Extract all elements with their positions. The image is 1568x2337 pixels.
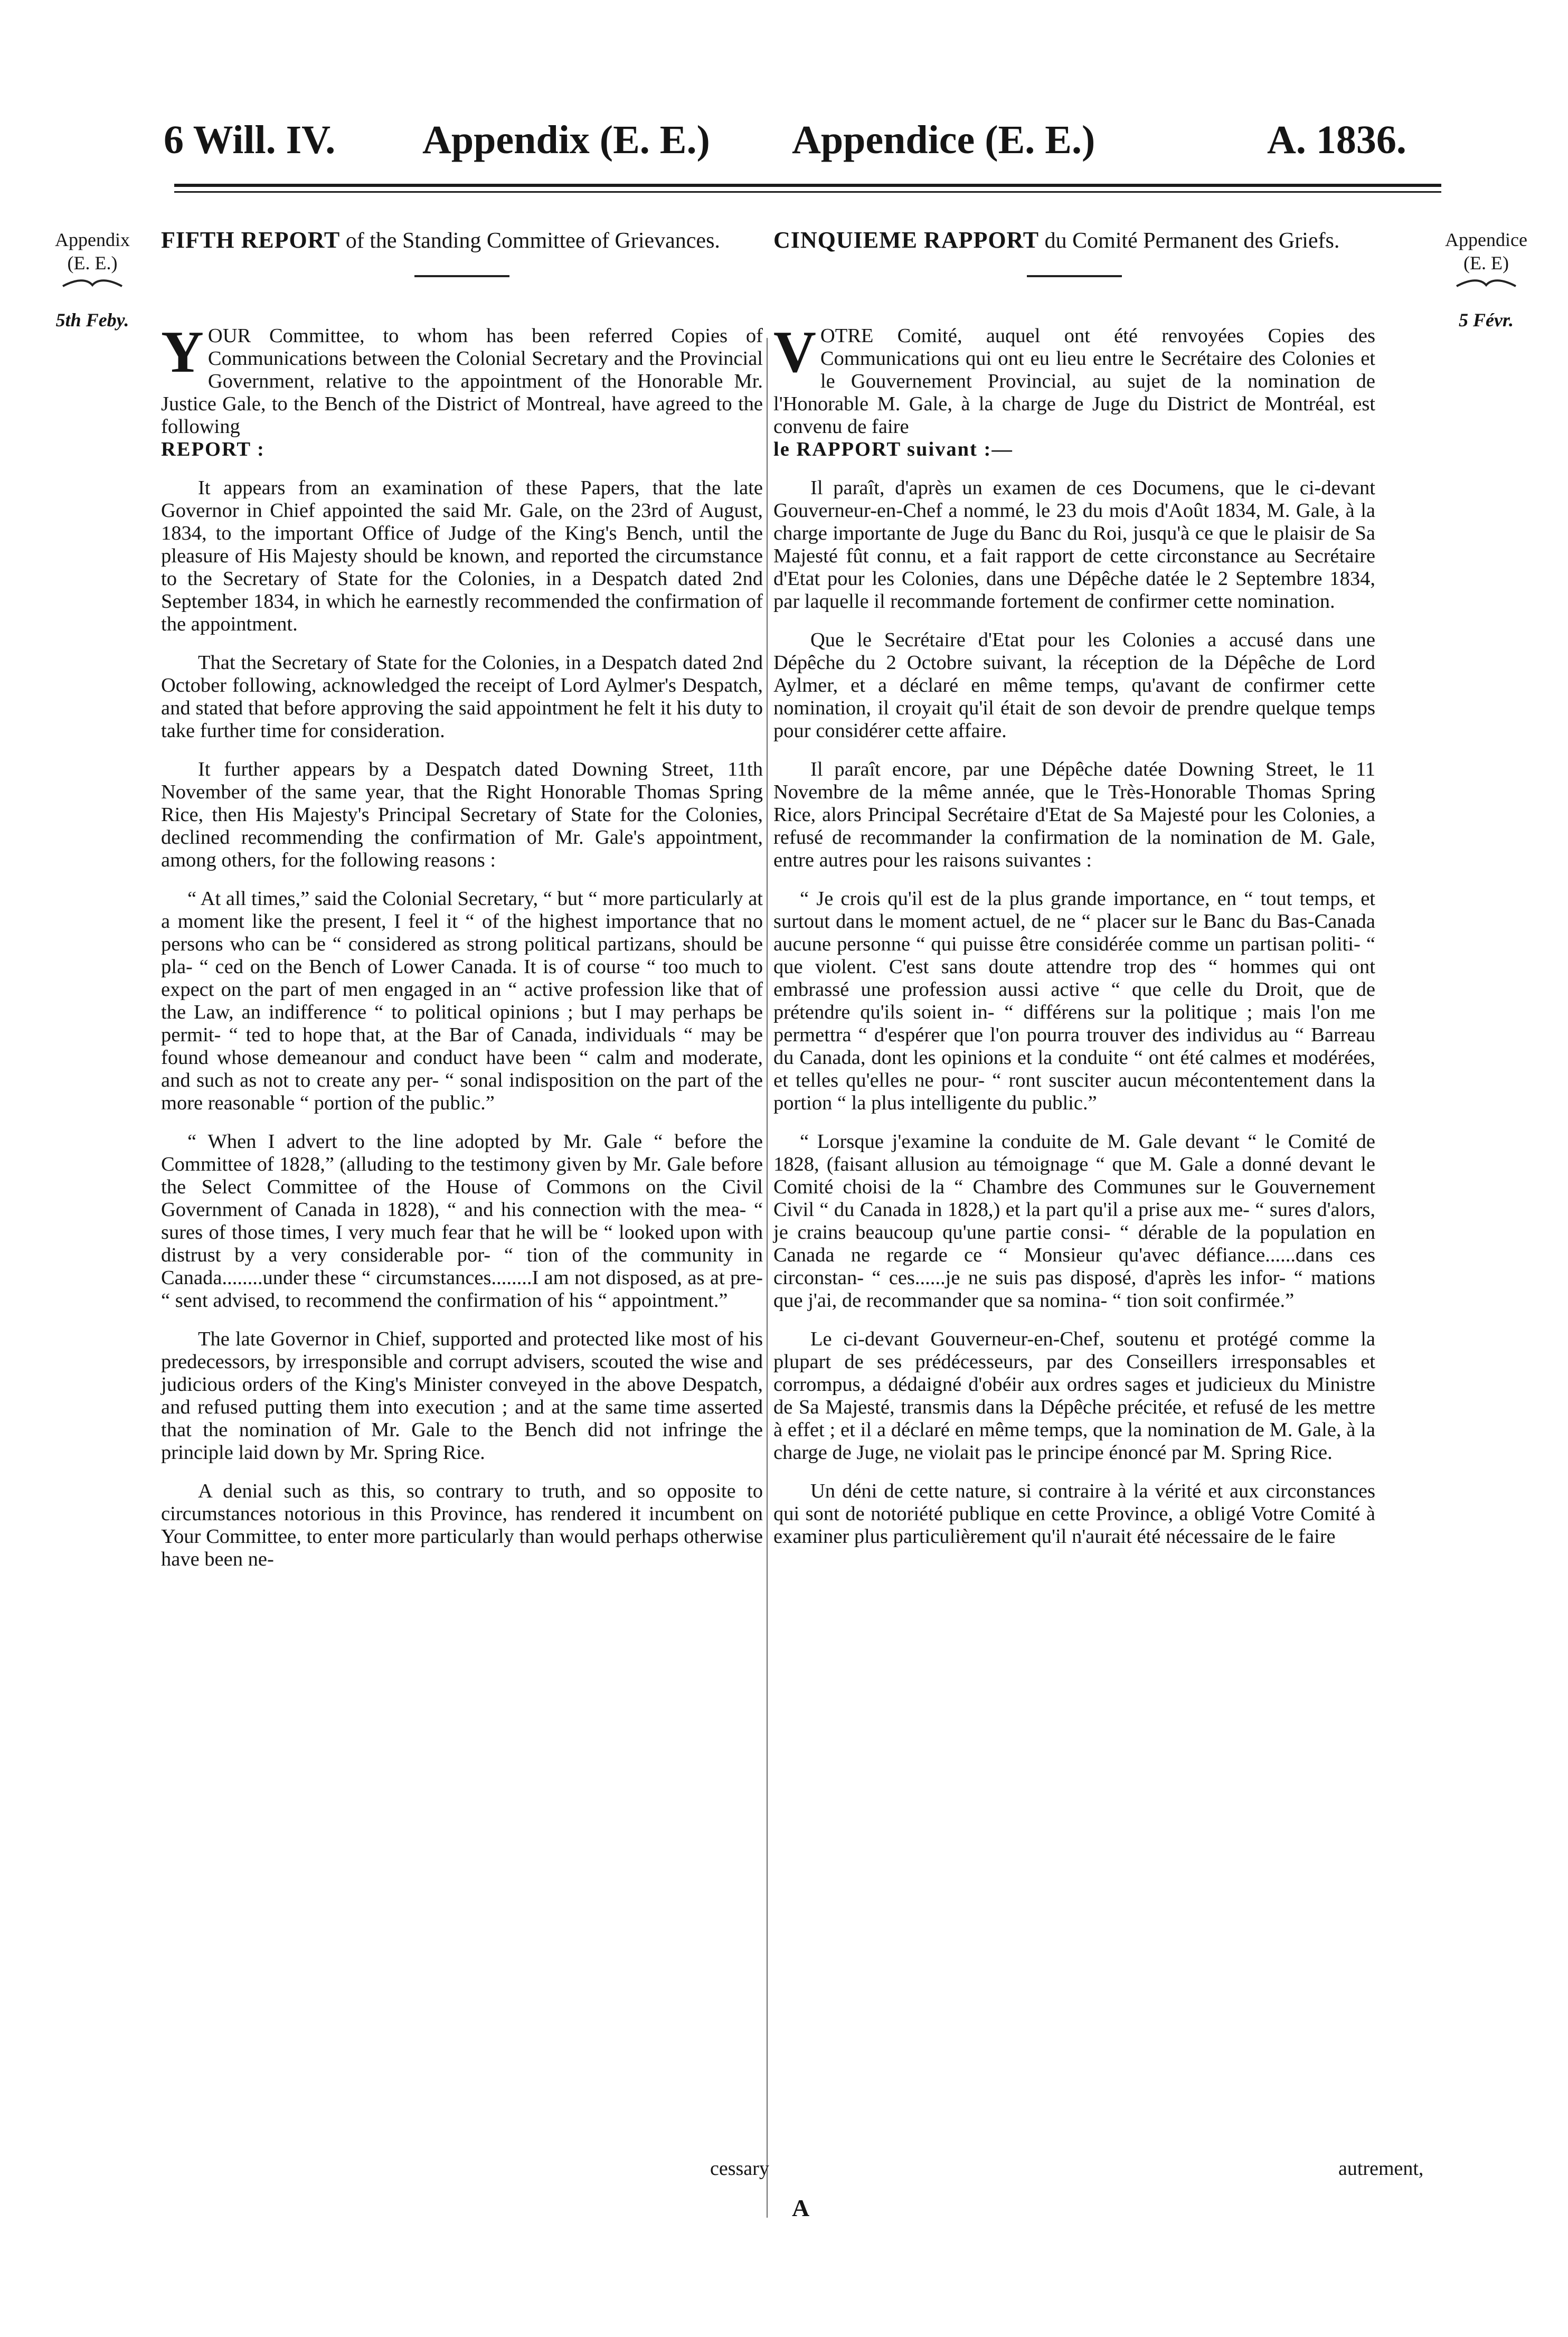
- french-column: [773, 227, 1375, 1548]
- french-catchword: autrement,: [1338, 2157, 1424, 2180]
- french-report-word: le RAPPORT suivant :—: [773, 438, 1013, 460]
- margin-right-appendice: Appendice: [1445, 229, 1527, 250]
- english-paragraph-intro: [161, 319, 763, 461]
- english-title-rule: [414, 275, 509, 277]
- french-paragraph-5: Le ci-devant Gouverneur-en-Chef, soutenu et protégé comme la plupart de ses prédécesseurs, par des Conseillers irresponsables et corrompus, a dédaigné d'obéir aux ordres sages et judicieux du Ministre de Sa Majesté, transmis dans la Dépêche précitée, et refusé de les mettre à effet ; et il a déclaré en même temps, que la nomination de M. Gale, à la charge de Juge, ne violait pas le principe énoncé par M. Spring Rice.: [773, 1328, 1375, 1464]
- signature-mark: A: [792, 2194, 810, 2221]
- header-thin-rule: [174, 191, 1441, 193]
- french-paragraph-3: Que le Secrétaire d'Etat pour les Colonies a accusé dans une Dépêche du 2 Octobre suivant, la réception de la Dépêche de Lord Aylmer, et a déclaré en même temps, qu'avant de confirmer cette nomination, il croyait qu'il était de son devoir de prendre quelque temps pour considérer cette affaire.: [773, 629, 1375, 742]
- english-title-rest: of the Standing Committee of Grievances.: [345, 229, 720, 253]
- french-paragraph-intro: [773, 319, 1375, 461]
- english-title-report: FIFTH REPORT: [161, 227, 341, 253]
- english-intro-text: OUR Committee, to whom has been referred Copies of Communications between the Colonial Secretary and the Provincial Government, relative to the appointment of the Honorable Mr. Justice Gale, to the Bench of the District of Montreal, have agreed to the following: [161, 325, 763, 438]
- french-title-rest: du Comité Permanent des Griefs.: [1044, 229, 1340, 253]
- column-divider: [767, 338, 768, 2218]
- english-report-word: REPORT :: [161, 438, 265, 460]
- margin-left-appendix: Appendix: [55, 229, 130, 250]
- french-quote-2: “ Lorsque j'examine la conduite de M. Gale devant “ le Comité de 1828, (faisant allusion au témoignage “ que M. Gale a donné devant le Comité choisi de la “ Chambre des Communes sur le Gouvernement Civil “ du Canada in 1828,) et la part qu'il a prise aux me- “ sures d'alors, je crains beaucoup qu'une partie consi- “ dérable de la population en Canada ne regarde ce “ Monsieur qu'avec défiance......dans ces circonstan- “ ces......je ne suis pas disposé, d'après les infor- “ mations que j'ai, de recommander que sa nomina- “ tion soit confirmée.”: [773, 1130, 1375, 1312]
- french-quote-1: “ Je crois qu'il est de la plus grande importance, en “ tout temps, et surtout dans le moment actuel, de ne “ placer sur le Banc du Bas-Canada aucune personne “ qui puisse être considérée comme un partisan politi- “ que violent. C'est sans doute attendre trop des “ hommes qui ont embrassé une profession aussi active “ que celle du Droit, que de prétendre qu'ils soient in- “ différens sur la politique ; mais l'on me permettra “ d'espérer que l'on pourra trouver des individus au “ Barreau du Canada, dont les opinions et la conduite “ ont été calmes et modérées, et telles qu'elles ne pour- “ ront susciter aucun mécontentement dans la portion “ la plus intelligente du public.”: [773, 888, 1375, 1114]
- english-paragraph-5: The late Governor in Chief, supported and protected like most of his predecessors, by irresponsible and corrupt advisers, scouted the wise and judicious orders of the King's Minister conveyed in the above Despatch, and refused putting them into execution ; and at the same time asserted that the nomination of Mr. Gale to the Bench did not infringe the principle laid down by Mr. Spring Rice.: [161, 1328, 763, 1464]
- english-report-title: [161, 227, 763, 254]
- english-body: [161, 319, 763, 1571]
- brace-ornament-icon: [1454, 278, 1518, 289]
- running-head-year: A. 1836.: [1267, 118, 1406, 162]
- margin-right-date: 5 Févr.: [1459, 309, 1514, 331]
- english-paragraph-6: A denial such as this, so contrary to truth, and so opposite to circumstances notorious in this Province, has rendered it incumbent on Your Committee, to enter more particularly than would perhaps otherwise have been ne-: [161, 1480, 763, 1570]
- english-column: [161, 227, 763, 1571]
- running-head-appendix-fr: Appendice (E. E.): [792, 118, 1095, 162]
- french-title-rule: [1027, 275, 1122, 277]
- french-report-title: [773, 227, 1375, 254]
- french-paragraph-4: Il paraît encore, par une Dépêche datée Downing Street, le 11 Novembre de la même année, que le Très-Honorable Thomas Spring Rice, alors Principal Secrétaire d'Etat de Sa Majesté pour les Colonies, a refusé de recommander la confirmation de la nomination de M. Gale, entre autres pour les raisons suivantes :: [773, 758, 1375, 871]
- running-head-appendix-en: Appendix (E. E.): [422, 118, 710, 162]
- english-catchword: cessary: [710, 2157, 769, 2180]
- margin-note-left: [32, 228, 153, 332]
- french-intro-text: OTRE Comité, auquel ont été renvoyées Copies des Communications qui ont eu lieu entre le Secrétaire des Colonies et le Gouvernement Provincial, au sujet de la nomination de l'Honorable M. Gale, à la charge de Juge du District de Montréal, est convenu de faire: [773, 325, 1375, 438]
- english-paragraph-2: It appears from an examination of these Papers, that the late Governor in Chief appointed the said Mr. Gale, on the 23rd of August, 1834, to the important Office of Judge of the King's Bench, until the pleasure of His Majesty should be known, and reported the circumstance to the Secretary of State for the Colonies, in a Despatch dated 2nd September 1834, in which he earnestly recommended the confirmation of the appointment.: [161, 477, 763, 635]
- english-dropcap: Y: [161, 319, 204, 385]
- english-paragraph-4: It further appears by a Despatch dated Downing Street, 11th November of the same year, that the Right Honorable Thomas Spring Rice, then His Majesty's Principal Secretary of State for the Colonies, declined recommending the confirmation of Mr. Gale's appointment, among others, for the following reasons :: [161, 758, 763, 871]
- english-paragraph-3: That the Secretary of State for the Colonies, in a Despatch dated 2nd October following, acknowledged the receipt of Lord Aylmer's Despatch, and stated that before approving the said appointment he felt it his duty to take further time for consideration.: [161, 652, 763, 742]
- margin-left-code: (E. E.): [67, 252, 118, 274]
- french-body: [773, 319, 1375, 1548]
- margin-note-right: [1425, 228, 1547, 332]
- french-title-report: CINQUIEME RAPPORT: [773, 227, 1040, 253]
- margin-right-code: (E. E): [1463, 252, 1509, 274]
- french-dropcap: V: [773, 319, 816, 385]
- french-paragraph-2: Il paraît, d'après un examen de ces Documens, que le ci-devant Gouverneur-en-Chef a nommé, le 23 du mois d'Août 1834, M. Gale, à la charge importante de Juge du Banc du Roi, jusqu'à ce que le plaisir de Sa Majesté fût connu, et a fait rapport de cette circonstance au Secrétaire d'Etat pour les Colonies, dans une Dépêche datée le 2 Septembre 1834, par laquelle il recommande fortement de confirmer cette nomination.: [773, 477, 1375, 612]
- french-paragraph-6: Un déni de cette nature, si contraire à la vérité et aux circonstances qui sont de notoriété publique en cette Province, a obligé Votre Comité à examiner plus particulièrement qu'il n'aurait été nécessaire de le faire: [773, 1480, 1375, 1548]
- english-quote-1: “ At all times,” said the Colonial Secretary, “ but “ more particularly at a moment like the present, I feel it “ of the highest importance that no persons who can be “ considered as strong political partizans, should be pla- “ ced on the Bench of Lower Canada. It is of course “ too much to expect on the part of men engaged in an “ active profession like that of the Law, an indifference “ to political opinions ; but I may perhaps be permit- “ ted to hope that, at the Bar of Canada, individuals “ may be found whose demeanour and conduct have been “ calm and moderate, and such as not to create any per- “ sonal indisposition on the part of the more reasonable “ portion of the public.”: [161, 888, 763, 1114]
- header-thick-rule: [174, 184, 1441, 187]
- margin-left-date: 5th Feby.: [55, 309, 129, 331]
- running-head-regnal-year: 6 Will. IV.: [164, 118, 336, 162]
- brace-ornament-icon: [61, 278, 124, 289]
- english-quote-2: “ When I advert to the line adopted by Mr. Gale “ before the Committee of 1828,” (alluding to the testimony given by Mr. Gale before the Select Committee of the House of Commons on the Civil Government of Canada in 1828), “ and his connection with the mea- “ sures of those times, I very much fear that he will be “ looked upon with distrust by a very considerable por- “ tion of the community in Canada........under these “ circumstances........I am not disposed, as at pre- “ sent advised, to recommend the confirmation of his “ appointment.”: [161, 1130, 763, 1312]
